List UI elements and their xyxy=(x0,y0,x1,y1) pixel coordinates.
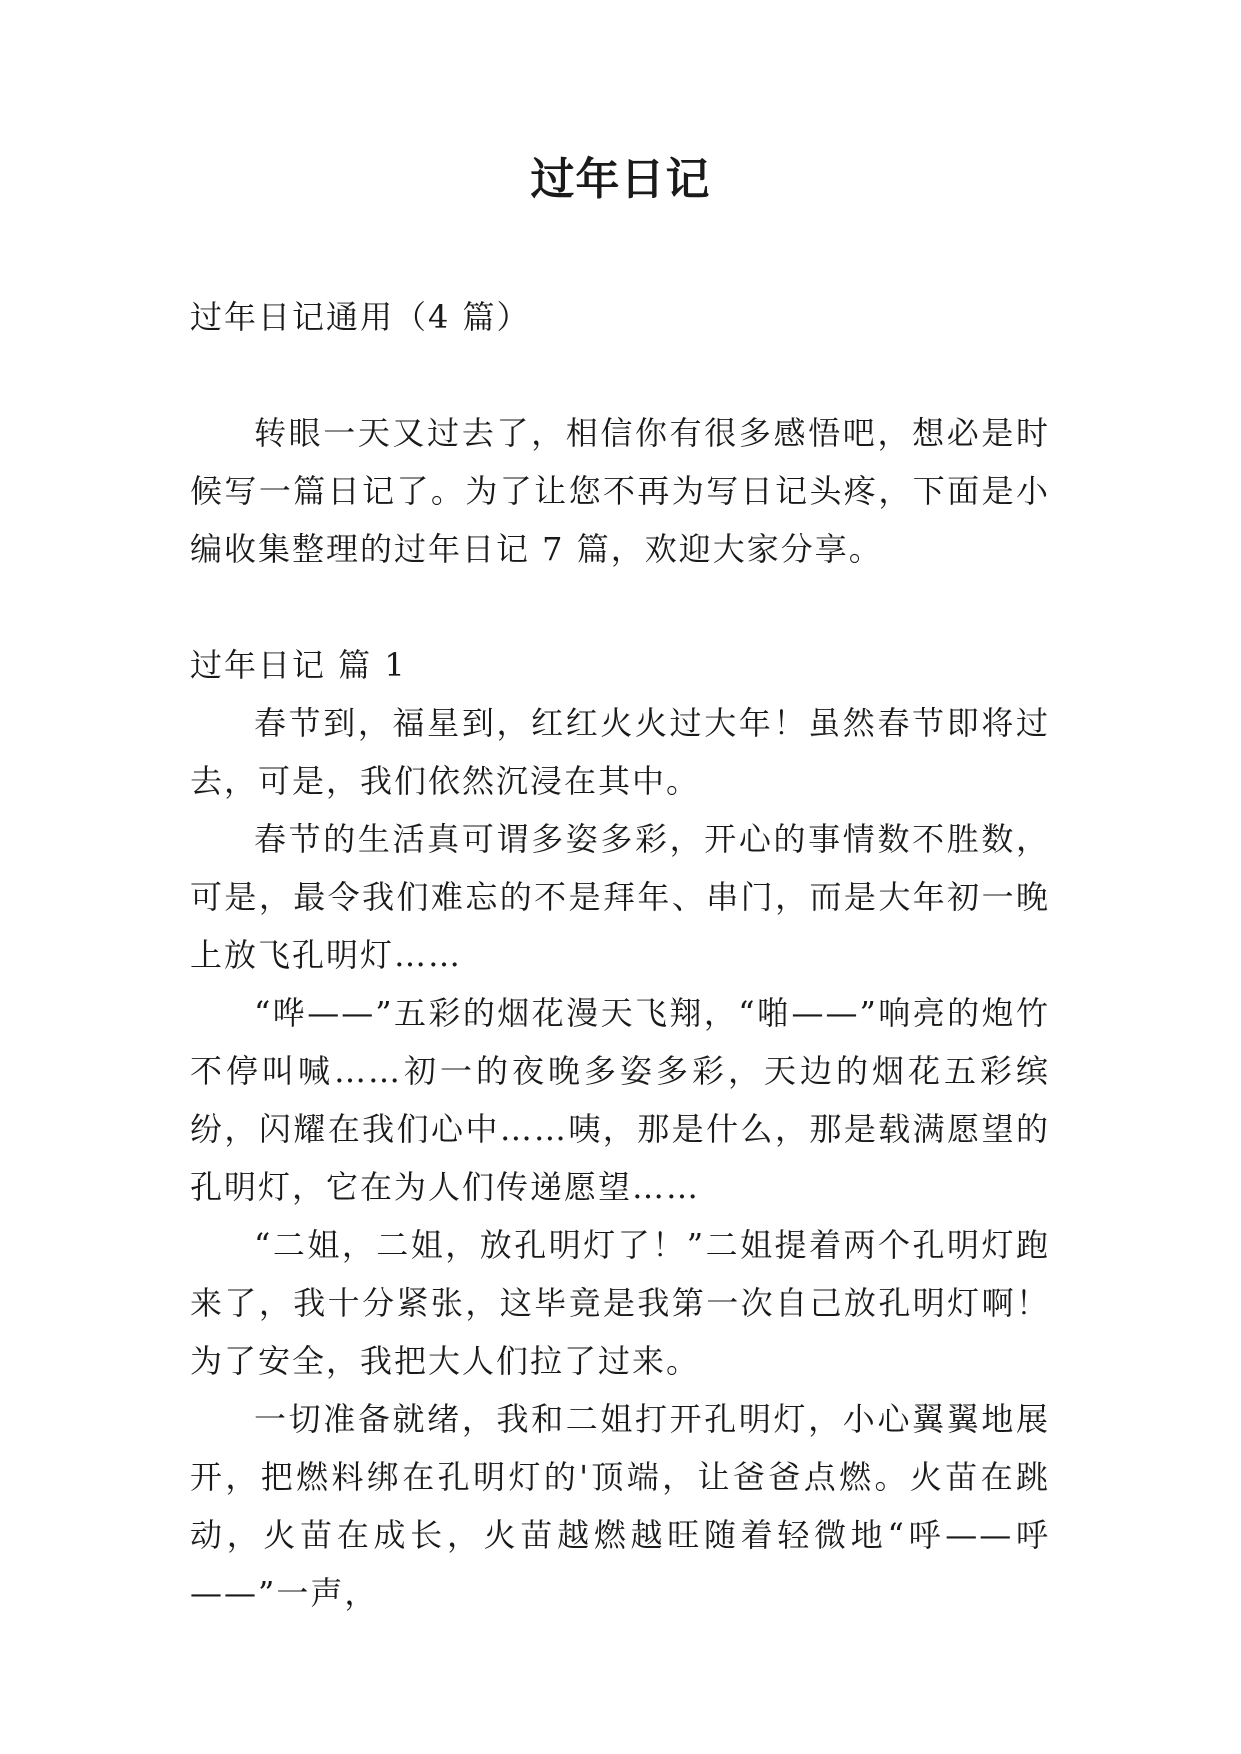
body-paragraph: 春节到，福星到，红红火火过大年！虽然春节即将过去，可是，我们依然沉浸在其中。 xyxy=(190,704,1050,800)
intro-paragraph: 转眼一天又过去了，相信你有很多感悟吧，想必是时候写一篇日记了。为了让您不再为写日记头疼，下面是小编收集整理的过年日记 7 篇，欢迎大家分享。 xyxy=(190,414,1050,568)
body-paragraph: “哗——”五彩的烟花漫天飞翔，“啪——”响亮的炮竹不停叫喊……初一的夜晚多姿多彩，天边的烟花五彩缤纷，闪耀在我们心中……咦，那是什么，那是载满愿望的孔明灯，它在为人们传递愿望…… xyxy=(190,994,1050,1206)
document-body xyxy=(190,288,1050,1622)
document-subtitle: 过年日记通用（4 篇） xyxy=(190,298,531,336)
body-paragraph: 一切准备就绪，我和二姐打开孔明灯，小心翼翼地展开，把燃料绑在孔明灯的'顶端，让爸爸点燃。火苗在跳动，火苗在成长，火苗越燃越旺随着轻微地“呼——呼——”一声， xyxy=(190,1400,1050,1612)
section-heading: 过年日记 篇 1 xyxy=(190,646,407,684)
document-title: 过年日记 xyxy=(530,154,711,205)
body-paragraph: “二姐，二姐，放孔明灯了！”二姐提着两个孔明灯跑来了，我十分紧张，这毕竟是我第一次自己放孔明灯啊！为了安全，我把大人们拉了过来。 xyxy=(190,1226,1050,1380)
body-paragraph: 春节的生活真可谓多姿多彩，开心的事情数不胜数，可是，最令我们难忘的不是拜年、串门，而是大年初一晚上放飞孔明灯…… xyxy=(190,820,1050,974)
